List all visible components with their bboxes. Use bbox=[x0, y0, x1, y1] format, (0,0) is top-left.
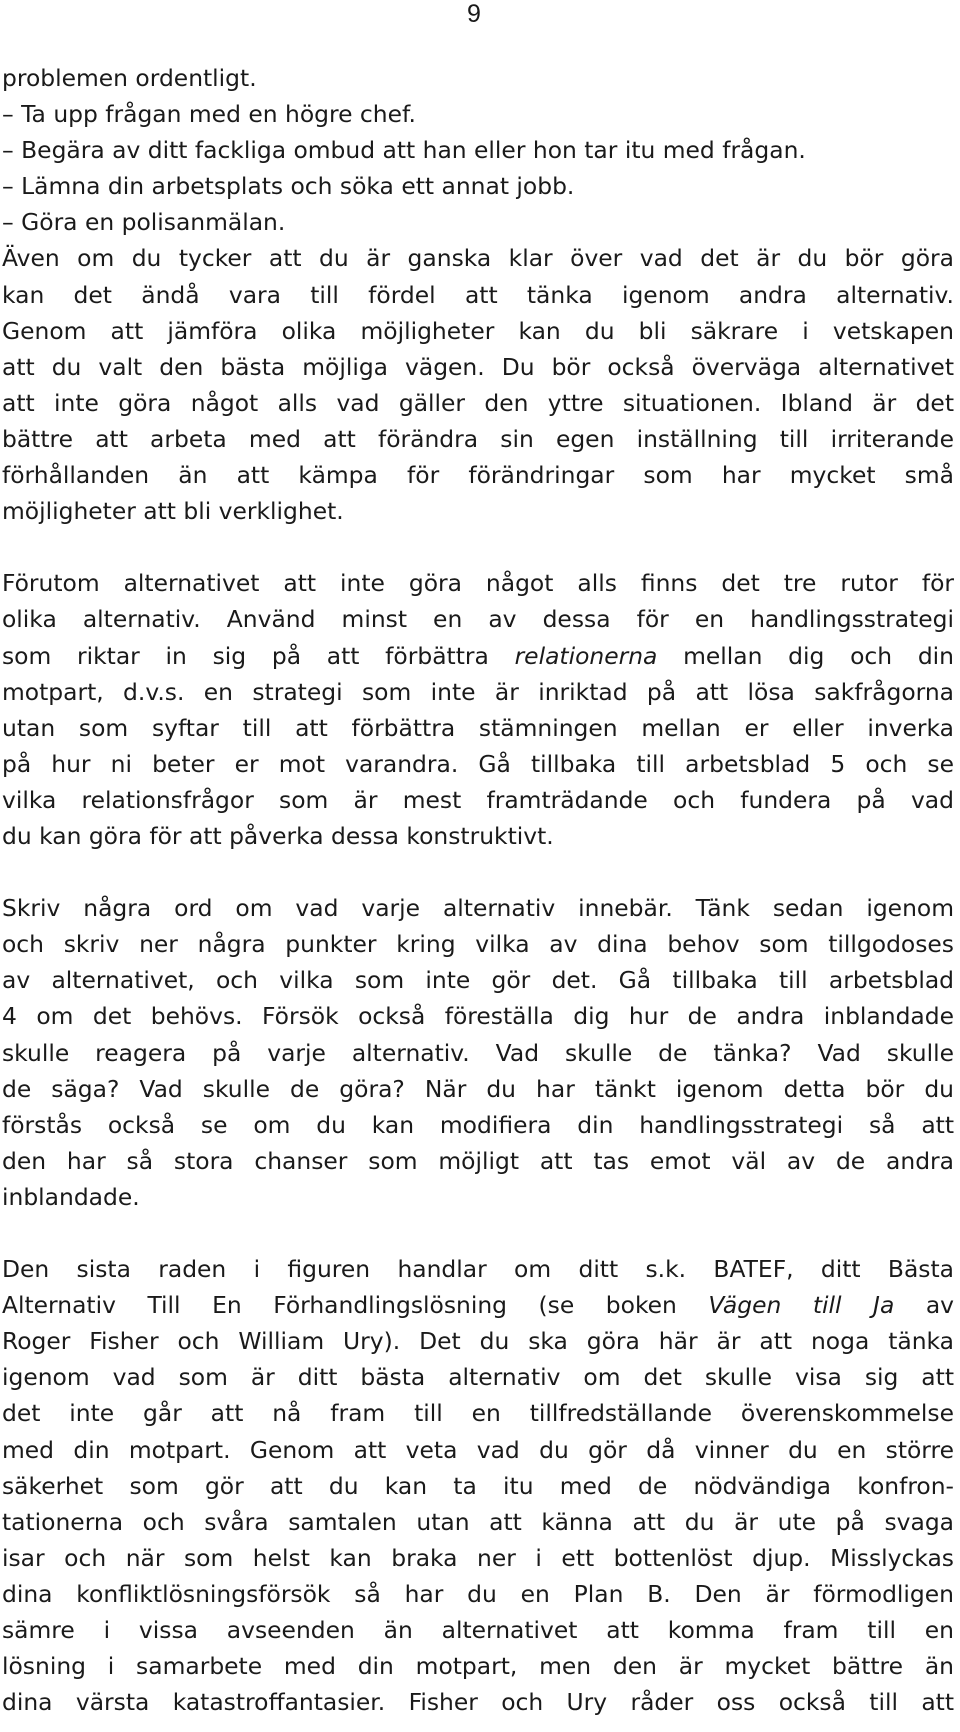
text-line: tationerna och svåra samtalen utan att känna att du är ute på svaga bbox=[2, 1507, 954, 1536]
text-line: bättre att arbeta med att förändra sin egen inställning till irriterande bbox=[2, 424, 954, 453]
text-line: motpart, d.v.s. en strategi som inte är inriktad på att lösa sakfrågorna bbox=[2, 677, 954, 706]
text-line: att inte göra något alls vad gäller den yttre situationen. Ibland är det bbox=[2, 388, 954, 417]
text-line: förstås också se om du kan modifiera din handlingsstrategi så att bbox=[2, 1110, 954, 1139]
text-line: säkerhet som gör att du kan ta itu med de nödvändiga konfron- bbox=[2, 1471, 954, 1500]
text-line: skulle reagera på varje alternativ. Vad skulle de tänka? Vad skulle bbox=[2, 1038, 954, 1067]
text-line: inblandade. bbox=[2, 1182, 140, 1211]
text-line: olika alternativ. Använd minst en av dessa för en handlingsstrategi bbox=[2, 605, 954, 634]
text-line: den har så stora chanser som möjligt att tas emot väl av de andra bbox=[2, 1146, 954, 1175]
text-line: med din motpart. Genom att veta vad du gör då vinner du en större bbox=[2, 1435, 954, 1464]
text-line: Förutom alternativet att inte göra något alls finns det tre rutor för bbox=[2, 569, 954, 598]
text-line: Den sista raden i figuren handlar om ditt s.k. BATEF, ditt Bästa bbox=[2, 1255, 954, 1284]
text-line: utan som syftar till att förbättra stämningen mellan er eller inverka bbox=[2, 713, 954, 742]
text-line: Skriv några ord om vad varje alternativ innebär. Tänk sedan igenom bbox=[2, 894, 954, 923]
text-line: sämre i vissa avseenden än alternativet att komma fram till en bbox=[2, 1616, 954, 1645]
text-line: av alternativet, och vilka som inte gör det. Gå tillbaka till arbetsblad bbox=[2, 966, 954, 995]
text-line: och skriv ner några punkter kring vilka av dina behov som tillgodoses bbox=[2, 930, 954, 959]
text-line: vilka relationsfrågor som är mest framträdande och fundera på vad bbox=[2, 785, 954, 814]
text-line: lösning i samarbete med din motpart, men den är mycket bättre än bbox=[2, 1652, 954, 1681]
page-number: 9 bbox=[467, 0, 481, 28]
text-line bbox=[2, 638, 954, 674]
text-run: mellan dig och din bbox=[657, 641, 955, 670]
text-line: dina konfliktlösningsförsök så har du en Plan B. Den är förmodligen bbox=[2, 1579, 954, 1608]
text-line: Roger Fisher och William Ury). Det du ska göra här är att noga tänka bbox=[2, 1327, 954, 1356]
paragraph-gap bbox=[2, 529, 954, 565]
text-line: – Ta upp frågan med en högre chef. bbox=[2, 100, 416, 129]
text-line: de säga? Vad skulle de göra? När du har tänkt igenom detta bör du bbox=[2, 1074, 954, 1103]
text-run: av bbox=[894, 1291, 954, 1320]
text-line: 4 om det behövs. Försök också föreställa dig hur de andra inblandade bbox=[2, 1002, 954, 1031]
text-line: problemen ordentligt. bbox=[2, 64, 257, 92]
text-run: Alternativ Till En Förhandlingslösning (se boken bbox=[2, 1291, 709, 1320]
paragraph bbox=[2, 565, 954, 854]
paragraph bbox=[2, 1251, 954, 1720]
text-line: på hur ni beter er mot varandra. Gå tillbaka till arbetsblad 5 och se bbox=[2, 749, 954, 778]
text-line: Även om du tycker att du är ganska klar över vad det är du bör göra bbox=[2, 244, 954, 273]
text-line: – Göra en polisanmälan. bbox=[2, 208, 286, 237]
paragraph bbox=[2, 890, 954, 1215]
text-line: Genom att jämföra olika möjligheter kan du bli säkrare i vetskapen bbox=[2, 316, 954, 345]
text-line: igenom vad som är ditt bästa alternativ om det skulle visa sig att bbox=[2, 1363, 954, 1392]
paragraph bbox=[2, 60, 954, 529]
text-line: möjligheter att bli verklighet. bbox=[2, 497, 344, 526]
italic-text-run: relationerna bbox=[514, 641, 658, 670]
paragraph-gap bbox=[2, 1215, 954, 1251]
text-line: – Begära av ditt fackliga ombud att han eller hon tar itu med frågan. bbox=[2, 136, 806, 165]
text-line bbox=[2, 1287, 954, 1323]
text-line: – Lämna din arbetsplats och söka ett annat jobb. bbox=[2, 172, 575, 201]
text-line: att du valt den bästa möjliga vägen. Du bör också överväga alternativet bbox=[2, 352, 954, 381]
text-line: dina värsta katastroffantasier. Fisher och Ury råder oss också till att bbox=[2, 1688, 954, 1717]
italic-text-run: Vägen till Ja bbox=[708, 1291, 895, 1320]
paragraph-gap bbox=[2, 854, 954, 890]
document-body bbox=[2, 60, 954, 1720]
text-line: du kan göra för att påverka dessa konstruktivt. bbox=[2, 821, 554, 850]
text-run: som riktar in sig på att förbättra bbox=[2, 641, 515, 670]
text-line: isar och när som helst kan braka ner i ett bottenlöst djup. Misslyckas bbox=[2, 1543, 954, 1572]
text-line: kan det ändå vara till fördel att tänka igenom andra alternativ. bbox=[2, 280, 954, 309]
text-line: det inte går att nå fram till en tillfredställande överenskommelse bbox=[2, 1399, 954, 1428]
text-line: förhållanden än att kämpa för förändringar som har mycket små bbox=[2, 461, 954, 490]
